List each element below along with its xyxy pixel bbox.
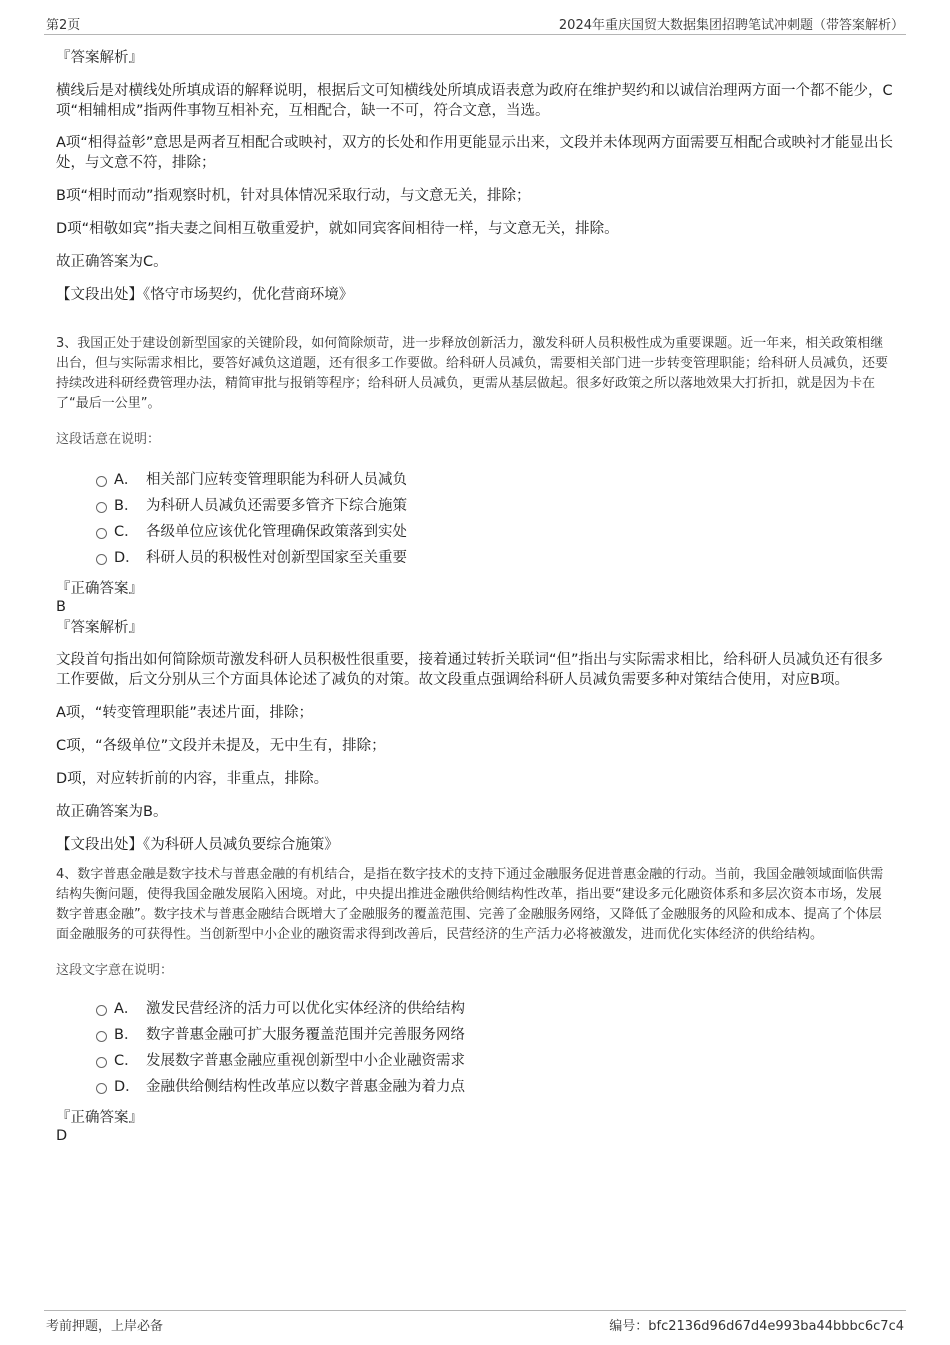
document-title: 2024年重庆国贸大数据集团招聘笔试冲刺题（带答案解析） [558,18,904,33]
q2-analysis-p2: A项“相得益彰”意思是两者互相配合或映衬，双方的长处和作用更能显示出来，文段并未体现两方面需要互相配合或映衬才能显出长处，与文意不符，排除； [56,135,893,171]
q2-analysis-p1: 横线后是对横线处所填成语的解释说明，根据后文可知横线处所填成语表意为政府在维护契约和以诚信治理两方面一个都不能少，C项“相辅相成”指两件事物互相补充，互相配合，缺一不可，符合文意，当选。 [56,83,893,119]
page-header [44,12,906,35]
page-number: 第2页 [46,18,81,33]
q2-analysis-p4: D项“相敬如宾”指夫妻之间相互敬重爱护，就如同宾客间相待一样，与文意无关，排除。 [56,221,619,237]
q3-analysis-tag: 『答案解析』 [56,620,143,636]
q4-answer-tag: 『正确答案』 [56,1110,143,1126]
radio-icon[interactable] [96,528,107,539]
q3-analysis-p1: 文段首句指出如何简除烦苛激发科研人员积极性很重要，接着通过转折关联词“但”指出与实际需求相比，给科研人员减负还有很多工作要做，后文分别从三个方面具体论述了减负的对策。故文段重点强调给科研人员减负需要多种对策结合使用，对应B项。 [56,652,884,688]
radio-icon[interactable] [96,1083,107,1094]
q4-option-d[interactable]: D． 金融供给侧结构性改革应以数字普惠金融为着力点 [56,1074,894,1100]
q3-prompt: 这段话意在说明： [56,432,161,447]
q3-answer: B [56,599,66,615]
q4-options [56,996,894,1100]
q3-option-a[interactable]: A． 相关部门应转变管理职能为科研人员减负 [56,467,894,493]
q3-stem: 3、我国正处于建设创新型国家的关键阶段，如何简除烦苛，进一步释放创新活力，激发科研人员积极性成为重要课题。近一年来，相关政策相继出台，但与实际需求相比，要答好减负这道题，还有很多工作要做。给科研人员减负，需要相关部门进一步转变管理职能；给科研人员减负，还要持续改进科研经费管理办法，精简审批与报销等程序；给科研人员减负，更需从基层做起。很多好政策之所以落地效果大打折扣，就是因为卡在了“最后一公里”。 [56,336,889,411]
footer-serial: 编号：bfc2136d96d67d4e993ba44bbbc6c7c4 [609,1319,904,1334]
q3-option-c[interactable]: C． 各级单位应该优化管理确保政策落到实处 [56,519,894,545]
q3-conclusion: 故正确答案为B。 [56,804,168,820]
q3-source: 【文段出处】《为科研人员减负要综合施策》 [56,837,339,853]
q3-answer-tag: 『正确答案』 [56,581,143,597]
q4-option-b[interactable]: B． 数字普惠金融可扩大服务覆盖范围并完善服务网络 [56,1022,894,1048]
q3-options [56,467,894,571]
q2-analysis-tag: 『答案解析』 [56,50,143,66]
document-body [56,44,894,1144]
radio-icon[interactable] [96,1031,107,1042]
q4-answer: D [56,1128,68,1144]
q3-option-d[interactable]: D． 科研人员的积极性对创新型国家至关重要 [56,545,894,571]
q4-stem: 4、数字普惠金融是数字技术与普惠金融的有机结合，是指在数字技术的支持下通过金融服务促进普惠金融的行动。当前，我国金融领域面临供需结构失衡问题，使得我国金融发展陷入困境。对此，中央提出推进金融供给侧结构性改革，指出要“建设多元化融资体系和多层次资本市场，发展数字普惠金融”。数字技术与普惠金融结合既增大了金融服务的覆盖范围、完善了金融服务网络，又降低了金融服务的风险和成本、提高了个体层面金融服务的可获得性。当创新型中小企业的融资需求得到改善后，民营经济的生产活力必将被激发，进而优化实体经济的供给结构。 [56,867,884,942]
q2-analysis-p3: B项“相时而动”指观察时机，针对具体情况采取行动，与文意无关，排除； [56,188,531,204]
q4-prompt: 这段文字意在说明： [56,963,174,978]
radio-icon[interactable] [96,502,107,513]
radio-icon[interactable] [96,476,107,487]
q3-option-b[interactable]: B． 为科研人员减负还需要多管齐下综合施策 [56,493,894,519]
q4-option-a[interactable]: A． 激发民营经济的活力可以优化实体经济的供给结构 [56,996,894,1022]
radio-icon[interactable] [96,1057,107,1068]
q3-analysis-p4: D项，对应转折前的内容，非重点，排除。 [56,771,329,787]
q2-conclusion: 故正确答案为C。 [56,254,168,270]
page-footer [44,1310,906,1335]
q2-source: 【文段出处】《恪守市场契约，优化营商环境》 [56,287,354,303]
q4-option-c[interactable]: C． 发展数字普惠金融应重视创新型中小企业融资需求 [56,1048,894,1074]
footer-slogan: 考前押题，上岸必备 [46,1319,164,1334]
radio-icon[interactable] [96,554,107,565]
q3-analysis-p2: A项，“转变管理职能”表述片面，排除； [56,705,313,721]
q3-analysis-p3: C项，“各级单位”文段并未提及，无中生有，排除； [56,738,386,754]
radio-icon[interactable] [96,1005,107,1016]
